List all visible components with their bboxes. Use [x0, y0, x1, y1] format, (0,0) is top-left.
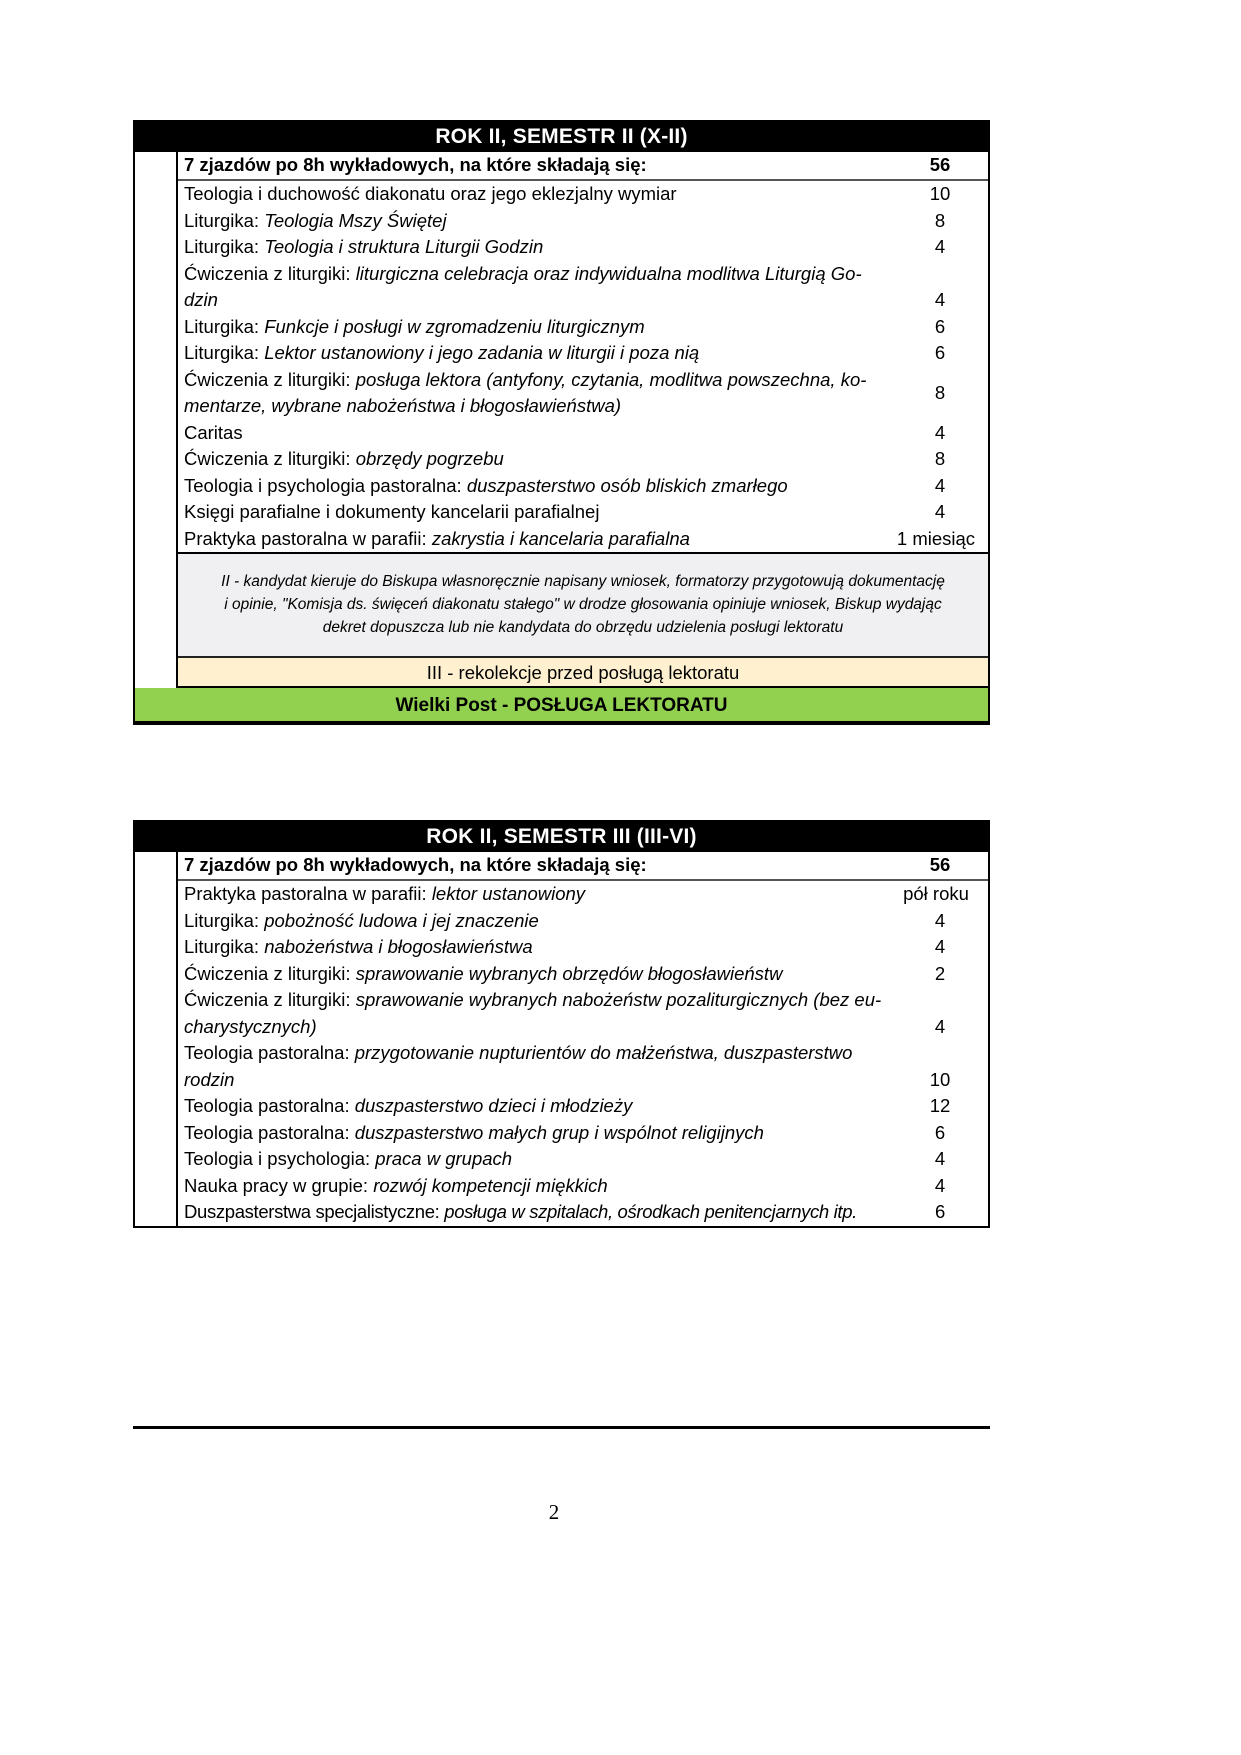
course-name: Nauka pracy w grupie: — [184, 1174, 374, 1196]
course-row — [178, 881, 988, 908]
left-spacer-column — [135, 852, 178, 1226]
course-hours: 8 — [934, 209, 946, 231]
lectorate-ministry-row: Wielki Post - POSŁUGA LEKTORATU — [133, 688, 990, 723]
course-name: Teologia pastoralna: — [184, 1121, 355, 1143]
course-topic-cont: rodzin — [184, 1068, 235, 1090]
course-row — [178, 340, 988, 367]
course-name: Teologia pastoralna: — [184, 1095, 355, 1116]
course-name: Ćwiczenia z liturgiki: — [184, 989, 356, 1010]
note-line: dekret dopuszcza lub nie kandydata do obrzędu udzielenia posługi lektoratu — [322, 619, 844, 636]
course-name: Ćwiczenia z liturgiki: — [184, 262, 356, 284]
course-name: Duszpasterstwa specjalistyczne: — [184, 1201, 445, 1222]
course-topic: pobożność ludowa i jej znaczenie — [264, 909, 539, 931]
course-name: Ćwiczenia z liturgiki: — [184, 368, 356, 390]
summary-label: 7 zjazdów po 8h wykładowych, na które składają się: — [184, 154, 647, 176]
footer-rule — [133, 1426, 990, 1429]
summary-row — [178, 852, 988, 881]
left-spacer-column — [135, 152, 178, 688]
course-name: Liturgika: — [184, 342, 265, 363]
course-row — [178, 1120, 988, 1147]
summary-row — [178, 152, 988, 181]
course-topic: nabożeństwa i błogosławieństwa — [264, 936, 533, 957]
course-topic: obrzędy pogrzebu — [355, 448, 504, 469]
course-hours: 4 — [934, 501, 946, 522]
course-row — [178, 261, 988, 314]
course-topic: posługa lektora (antyfony, czytania, modlitwa powszechna, ko- — [355, 368, 867, 390]
course-hours: pół roku — [903, 883, 969, 904]
course-name: Teologia pastoralna: — [184, 1042, 355, 1063]
course-row — [178, 234, 988, 261]
course-row — [178, 473, 988, 500]
course-topic: Teologia Mszy Świętej — [264, 209, 447, 231]
summary-label: 7 zjazdów po 8h wykładowych, na które składają się: — [184, 854, 647, 876]
course-name: Teologia i psychologia: — [184, 1148, 376, 1169]
summary-value: 56 — [929, 854, 951, 876]
course-row — [178, 314, 988, 341]
course-hours: 4 — [934, 936, 946, 957]
course-name: Caritas — [184, 421, 243, 443]
course-hours: 6 — [934, 342, 946, 363]
course-hours: 10 — [929, 183, 951, 204]
course-name: Liturgika: — [184, 315, 265, 337]
course-topic: zakrystia i kancelaria parafialna — [431, 527, 690, 549]
course-name: Teologia i duchowość diakonatu oraz jego eklezjalny wymiar — [184, 183, 677, 204]
course-row — [178, 1040, 988, 1093]
course-name: Praktyka pastoralna w parafii: — [184, 883, 432, 904]
course-topic: praca w grupach — [375, 1148, 513, 1169]
course-topic: lektor ustanowiony — [431, 883, 586, 904]
course-row — [178, 446, 988, 473]
course-topic: Lektor ustanowiony i jego zadania w liturgii i poza nią — [264, 342, 700, 363]
course-name: Ćwiczenia z liturgiki: — [184, 448, 356, 469]
course-topic: przygotowanie nupturientów do małżeństwa, duszpasterstwo — [354, 1042, 853, 1063]
semester-3-title: ROK II, SEMESTR III (III-VI) — [133, 820, 990, 852]
note-line: II - kandydat kieruje do Biskupa własnoręcznie napisany wniosek, formatorzy przygotowują dokumentację — [221, 573, 945, 590]
course-name: Ćwiczenia z liturgiki: — [184, 962, 356, 984]
course-topic-cont: dzin — [184, 289, 218, 310]
course-row — [178, 987, 988, 1040]
course-row — [178, 961, 988, 988]
course-topic: posługa w szpitalach, ośrodkach penitencjarnych itp. — [444, 1201, 857, 1222]
course-hours: 4 — [934, 909, 946, 931]
course-topic: duszpasterstwo małych grup i wspólnot religijnych — [354, 1121, 764, 1143]
course-hours: 2 — [934, 962, 946, 984]
course-row — [178, 420, 988, 447]
procedure-note — [178, 552, 988, 658]
page-number: 2 — [548, 1500, 560, 1524]
course-topic: Funkcje i posługi w zgromadzeniu liturgicznym — [264, 315, 645, 337]
semester-3-table — [133, 820, 990, 1228]
semester-2-table — [133, 120, 990, 725]
course-topic: rozwój kompetencji miękkich — [373, 1174, 608, 1196]
course-hours: 6 — [934, 1121, 946, 1143]
course-hours: 4 — [934, 1148, 946, 1169]
course-hours: 8 — [934, 381, 946, 403]
course-row — [178, 1173, 988, 1200]
course-row — [178, 1199, 988, 1226]
course-hours: 4 — [934, 289, 946, 310]
course-topic: liturgiczna celebracja oraz indywidualna modlitwa Liturgią Go- — [355, 262, 862, 284]
course-hours: 4 — [934, 236, 946, 257]
course-hours: 10 — [929, 1068, 951, 1090]
course-row — [178, 181, 988, 208]
course-topic: Teologia i struktura Liturgii Godzin — [264, 236, 544, 257]
course-name: Liturgika: — [184, 236, 265, 257]
course-row — [178, 526, 988, 553]
course-hours: 8 — [934, 448, 946, 469]
semester-3-rows — [178, 852, 988, 1226]
course-name: Liturgika: — [184, 909, 265, 931]
course-name: Liturgika: — [184, 936, 265, 957]
semester-2-title: ROK II, SEMESTR II (X-II) — [133, 120, 990, 152]
semester-2-rows — [178, 152, 988, 688]
note-line: i opinie, "Komisja ds. święceń diakonatu stałego" w drodze głosowania opiniuje wniosek, Biskup wydając — [224, 596, 942, 613]
course-row — [178, 908, 988, 935]
course-hours: 1 miesiąc — [896, 527, 976, 549]
course-row — [178, 1146, 988, 1173]
course-hours: 4 — [934, 474, 946, 496]
course-name: Liturgika: — [184, 209, 265, 231]
course-topic: duszpasterstwo osób bliskich zmarłego — [466, 474, 788, 496]
course-hours: 4 — [934, 1174, 946, 1196]
course-row — [178, 1093, 988, 1120]
course-row — [178, 367, 988, 420]
course-name: Praktyka pastoralna w parafii: — [184, 527, 432, 549]
course-row — [178, 499, 988, 526]
course-topic: sprawowanie wybranych obrzędów błogosławieństw — [355, 962, 783, 984]
summary-value: 56 — [929, 154, 951, 176]
course-topic-cont: mentarze, wybrane nabożeństwa i błogosławieństwa) — [184, 395, 622, 416]
course-row — [178, 208, 988, 235]
course-name: Księgi parafialne i dokumenty kancelarii parafialnej — [184, 501, 600, 522]
semester-2-body — [135, 152, 988, 688]
course-row — [178, 934, 988, 961]
course-topic: duszpasterstwo dzieci i młodzieży — [354, 1095, 633, 1116]
course-topic: sprawowanie wybranych nabożeństw pozaliturgicznych (bez eu- — [355, 989, 882, 1010]
course-hours: 6 — [934, 315, 946, 337]
course-hours: 12 — [929, 1095, 951, 1116]
course-topic-cont: charystycznych) — [184, 1015, 317, 1037]
course-hours: 4 — [934, 1015, 946, 1037]
course-hours: 4 — [934, 421, 946, 443]
retreat-row: III - rekolekcje przed posługą lektoratu — [178, 658, 988, 688]
course-name: Teologia i psychologia pastoralna: — [184, 474, 467, 496]
semester-3-body — [135, 852, 988, 1226]
course-hours: 6 — [935, 1201, 945, 1222]
